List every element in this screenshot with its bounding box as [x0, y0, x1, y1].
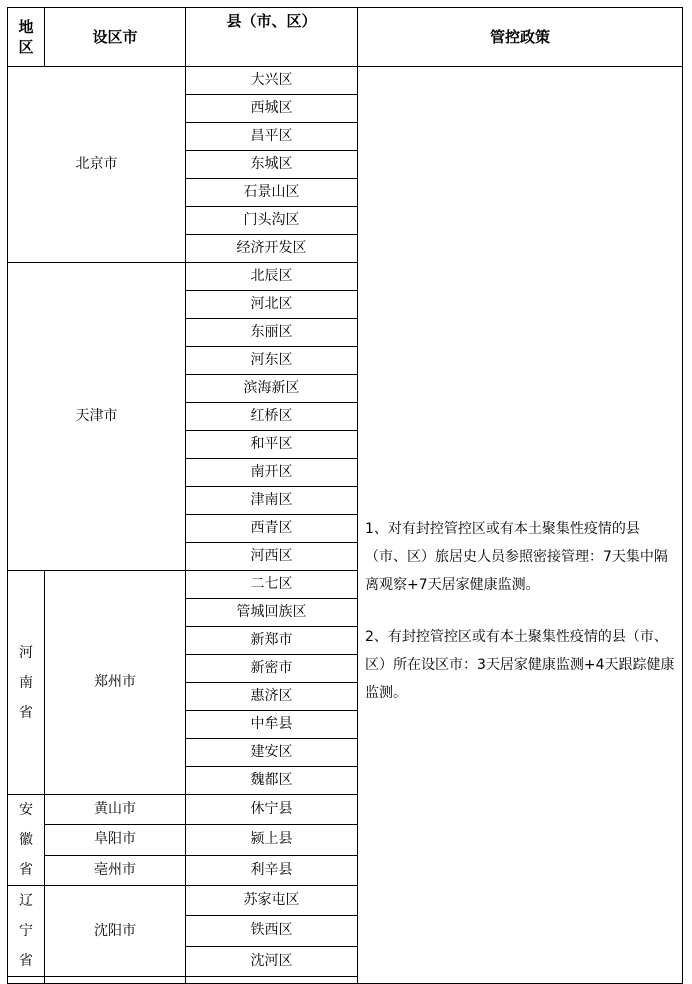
blank-cell — [186, 977, 358, 984]
county-cell: 东城区 — [186, 151, 358, 179]
city-cell: 阜阳市 — [45, 825, 186, 855]
region-cell — [8, 571, 45, 795]
county-cell: 颍上县 — [186, 825, 358, 855]
county-cell: 二七区 — [186, 571, 358, 599]
county-cell: 昌平区 — [186, 123, 358, 151]
region-char: 省 — [19, 704, 33, 721]
control-policy-table — [7, 7, 683, 984]
county-cell: 河西区 — [186, 543, 358, 571]
county-cell: 西青区 — [186, 515, 358, 543]
county-cell: 惠济区 — [186, 683, 358, 711]
county-cell: 西城区 — [186, 95, 358, 123]
city-cell: 亳州市 — [45, 855, 186, 885]
header-region-char: 区 — [18, 38, 34, 56]
table-header-row — [8, 8, 683, 67]
county-cell: 门头沟区 — [186, 207, 358, 235]
region-char: 南 — [19, 674, 33, 691]
policy-cell — [358, 67, 683, 984]
county-cell: 中牟县 — [186, 711, 358, 739]
county-cell: 北辰区 — [186, 263, 358, 291]
county-cell: 利辛县 — [186, 855, 358, 885]
county-cell: 铁西区 — [186, 916, 358, 946]
county-cell: 经济开发区 — [186, 235, 358, 263]
county-cell: 新密市 — [186, 655, 358, 683]
header-region-char: 地 — [18, 18, 34, 36]
county-cell: 大兴区 — [186, 67, 358, 95]
county-cell: 石景山区 — [186, 179, 358, 207]
county-cell: 魏都区 — [186, 767, 358, 795]
header-city: 设区市 — [45, 8, 186, 67]
city-cell: 沈阳市 — [45, 886, 186, 977]
city-cell: 郑州市 — [45, 571, 186, 795]
county-cell: 新郑市 — [186, 627, 358, 655]
county-cell: 苏家屯区 — [186, 886, 358, 916]
policy-paragraph: 2、有封控管控区或有本土聚集性疫情的县（市、区）所在设区市：3天居家健康监测+4天跟踪健康监测。 — [365, 629, 675, 701]
county-cell: 滨海新区 — [186, 375, 358, 403]
county-cell: 管城回族区 — [186, 599, 358, 627]
region-cell — [8, 795, 45, 886]
header-county: 县（市、区） — [186, 8, 358, 67]
region-char: 徽 — [19, 832, 33, 848]
county-cell: 休宁县 — [186, 795, 358, 825]
region-char: 省 — [19, 862, 33, 878]
county-cell: 南开区 — [186, 459, 358, 487]
county-cell: 建安区 — [186, 739, 358, 767]
county-cell: 河北区 — [186, 291, 358, 319]
region-char: 河 — [19, 644, 33, 661]
county-cell: 红桥区 — [186, 403, 358, 431]
region-char: 省 — [19, 953, 33, 969]
county-cell: 东丽区 — [186, 319, 358, 347]
city-cell: 天津市 — [8, 263, 186, 571]
city-cell: 黄山市 — [45, 795, 186, 825]
policy-paragraph: 1、对有封控管控区或有本土聚集性疫情的县（市、区）旅居史人员参照密接管理：7天集中隔离观察+7天居家健康监测。 — [365, 521, 668, 593]
region-cell — [8, 886, 45, 977]
region-char: 安 — [19, 802, 33, 818]
county-cell: 河东区 — [186, 347, 358, 375]
city-cell: 北京市 — [8, 67, 186, 263]
region-char: 宁 — [19, 923, 33, 939]
region-char: 辽 — [19, 893, 33, 909]
blank-cell — [8, 977, 45, 984]
county-cell: 津南区 — [186, 487, 358, 515]
county-cell: 沈河区 — [186, 946, 358, 976]
county-cell: 和平区 — [186, 431, 358, 459]
header-policy: 管控政策 — [358, 8, 683, 67]
blank-cell — [45, 977, 186, 984]
header-region — [8, 8, 45, 67]
table-row — [8, 67, 683, 95]
